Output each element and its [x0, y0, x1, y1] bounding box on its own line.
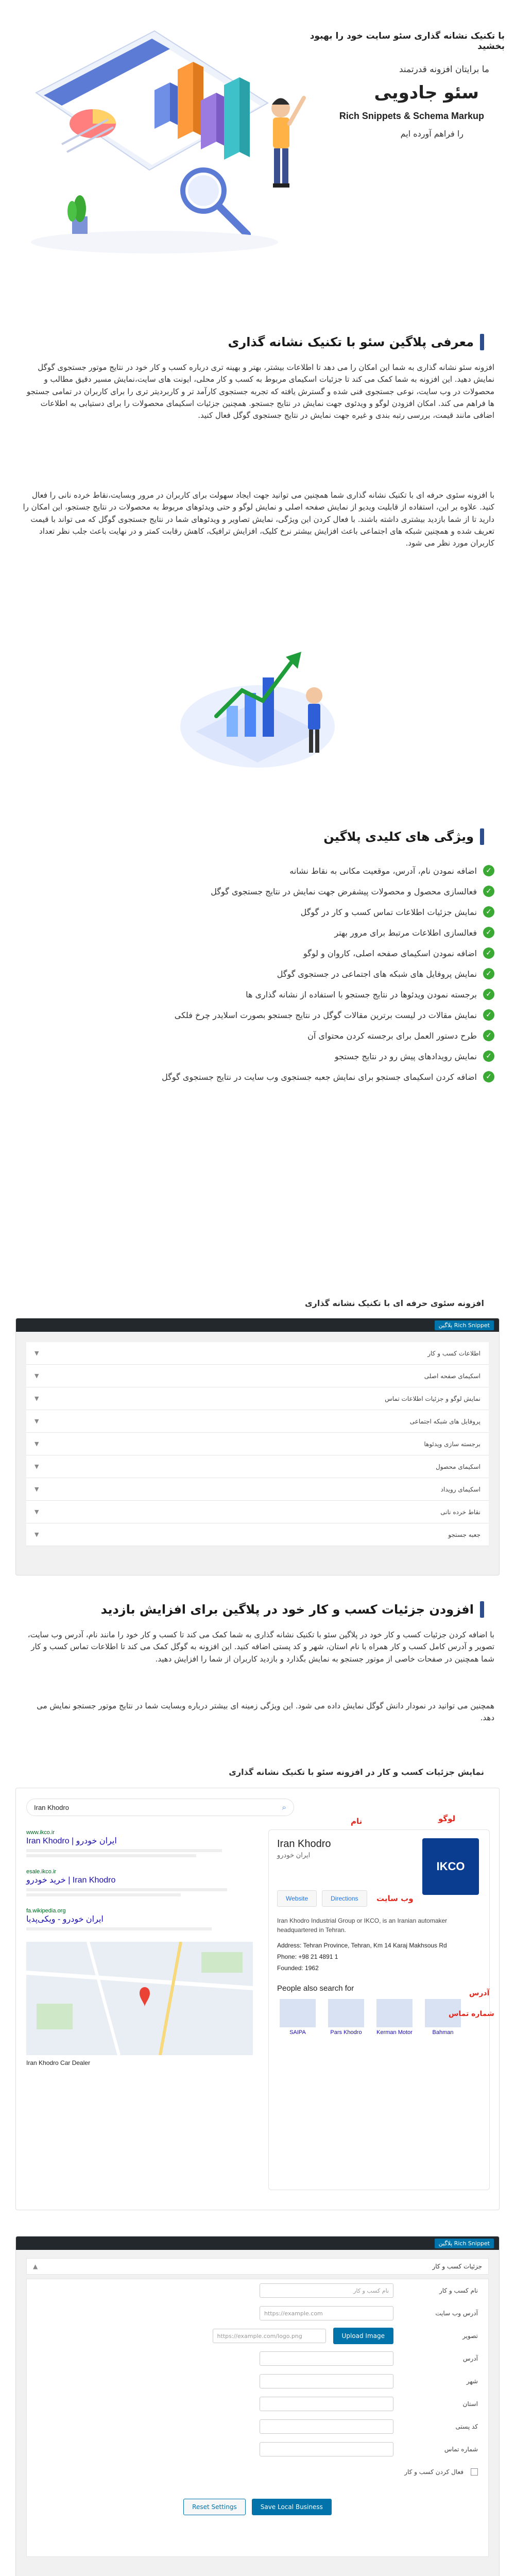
- map-widget[interactable]: [26, 1942, 253, 2055]
- website-field[interactable]: https://example.com: [260, 2306, 393, 2320]
- check-icon: ✓: [483, 968, 494, 979]
- form-row: آدرس وب سایت https://example.com: [27, 2302, 488, 2325]
- plugin-chip[interactable]: Rich Snippet پلاگین: [435, 2239, 494, 2248]
- annotation-logo: لوگو: [438, 1814, 456, 1823]
- feature-item: ✓ اضافه کردن اسکیمای جستجو برای نمایش جعبه جستجوی وب سایت در نتایج جستجوی گوگل: [21, 1066, 494, 1087]
- hero-line-2: ما برایتان افزونه قدرتمند: [399, 64, 489, 75]
- serp-section: [0, 1767, 515, 2231]
- city-field[interactable]: [260, 2374, 393, 2388]
- form-row: شهر: [27, 2370, 488, 2393]
- annotation-address: آدرس: [469, 1989, 490, 1997]
- search-query: Iran Khodro: [34, 1803, 69, 1811]
- hero-brand-en: Rich Snippets & Schema Markup: [339, 111, 484, 121]
- chevron-down-icon: ▼: [35, 1372, 39, 1379]
- company-description: Iran Khodro Industrial Group or IKCO, is an Iranian automaker headquartered in Tehran.: [277, 1917, 448, 1934]
- chevron-down-icon: ▼: [35, 1463, 39, 1470]
- annotation-website: وب سایت: [376, 1894, 414, 1903]
- form-row: کد پستی: [27, 2415, 488, 2438]
- save-business-button[interactable]: Save Local Business: [252, 2499, 332, 2515]
- features-title: ویژگی های کلیدی پلاگین: [323, 829, 474, 844]
- reset-settings-button[interactable]: Reset Settings: [183, 2499, 246, 2515]
- form-actions: [27, 2499, 488, 2515]
- feature-item: ✓ نمایش مقالات در لیست برترین مقالات گوگل در نتایج جستجو بصورت اسلایدر چرخ فلکی: [21, 1005, 494, 1025]
- accordion-row[interactable]: برجسته سازی ویدئوها ▼: [26, 1433, 489, 1455]
- chevron-down-icon: ▼: [35, 1350, 39, 1357]
- accordion-row[interactable]: جعبه جستجو ▼: [26, 1523, 489, 1546]
- search-icon[interactable]: ⌕: [282, 1803, 286, 1812]
- feature-item: ✓ نمایش جزئیات اطلاعات تماس کسب و کار در گوگل: [21, 902, 494, 922]
- check-icon: ✓: [483, 1050, 494, 1062]
- company-address: Address: Tehran Province, Tehran, Km 14 Karaj Makhsous Rd: [277, 1942, 447, 1949]
- feature-item: ✓ طرح دستور العمل برای برجسته کردن محتوای آن: [21, 1025, 494, 1046]
- postal-code-field[interactable]: [260, 2419, 393, 2434]
- directions-button[interactable]: Directions: [322, 1890, 367, 1907]
- intro-title-bar: [228, 330, 484, 354]
- accordion-row[interactable]: پروفایل های شبکه اجتماعی ▼: [26, 1410, 489, 1433]
- business-name-field[interactable]: نام کسب و کار: [260, 2283, 393, 2298]
- phone-field[interactable]: [260, 2442, 393, 2456]
- related-entity[interactable]: Pars Khodro: [325, 1999, 367, 2036]
- title-accent: [480, 334, 484, 350]
- related-entity[interactable]: Kerman Motor: [374, 1999, 415, 2036]
- form-row: [27, 2461, 488, 2483]
- check-icon: ✓: [483, 1009, 494, 1021]
- business-title-bar: [101, 1597, 484, 1622]
- accordion-row[interactable]: اطلاعات کسب و کار ▼: [26, 1342, 489, 1365]
- title-accent: [480, 828, 484, 845]
- enable-checkbox-label: فعال کردن کسب و کار: [404, 2468, 464, 2476]
- hero-section: [0, 0, 515, 309]
- people-also-title: People also search for: [277, 1984, 354, 1993]
- hero-brand: سئو جادویی: [374, 82, 479, 103]
- check-icon: ✓: [483, 947, 494, 959]
- admin-bar: [16, 2236, 499, 2250]
- company-subname: ایران خودرو: [277, 1851, 311, 1859]
- image-url-field[interactable]: https://example.com/logo.png: [213, 2329, 326, 2343]
- province-field[interactable]: [260, 2397, 393, 2411]
- feature-item: ✓ اضافه نمودن اسکیمای صفحه اصلی، کاروان و لوگو: [21, 943, 494, 963]
- accordion-row[interactable]: نقاط خرده نانی ▼: [26, 1501, 489, 1523]
- check-icon: ✓: [483, 1071, 494, 1082]
- annotation-phone: شماره تماس: [449, 2010, 494, 2018]
- upload-image-button[interactable]: Upload Image: [333, 2328, 393, 2344]
- features-title-bar: [323, 824, 484, 849]
- result-item[interactable]: esale.ikco.ir خرید خودرو | Iran Khodro: [26, 1869, 253, 1896]
- chevron-down-icon: ▼: [35, 1486, 39, 1493]
- business-settings-window: [15, 2236, 500, 2576]
- chevron-down-icon: ▼: [35, 1531, 39, 1538]
- plugin-chip[interactable]: Rich Snippet پلاگین: [435, 1320, 494, 1330]
- feature-item: ✓ نمایش پروفایل های شبکه های اجتماعی در جستجوی گوگل: [21, 963, 494, 984]
- related-entity[interactable]: SAIPA: [277, 1999, 318, 2036]
- chevron-down-icon: ▼: [35, 1418, 39, 1425]
- title-accent: [480, 1601, 484, 1618]
- serp-caption: نمایش جزئیات کسب و کار در افزونه سئو با تکنیک نشانه گذاری: [229, 1767, 484, 1777]
- serp-screenshot: [15, 1788, 500, 2210]
- form-row: شماره تماس: [27, 2438, 488, 2461]
- plugin-settings-window: [15, 1318, 500, 1575]
- hero-line-3: را فراهم آورده ایم: [400, 129, 464, 139]
- check-icon: ✓: [483, 865, 494, 876]
- check-icon: ✓: [483, 886, 494, 897]
- accordion-header[interactable]: جزئیات کسب و کار ▲: [26, 2258, 489, 2275]
- company-founded: Founded: 1962: [277, 1964, 319, 1972]
- form-row: تصویر Upload Image https://example.com/logo.png: [27, 2325, 488, 2347]
- search-bar[interactable]: [26, 1799, 294, 1816]
- form-row: آدرس: [27, 2347, 488, 2370]
- panel1-section: [0, 1298, 515, 1587]
- company-logo: IKCO: [422, 1838, 479, 1895]
- chevron-down-icon: ▼: [35, 1395, 39, 1402]
- chevron-up-icon: ▲: [33, 2263, 38, 2270]
- result-item[interactable]: fa.wikipedia.org ایران خودرو - ویکی‌پدیا: [26, 1908, 253, 1930]
- form-row: نام کسب و کار نام کسب و کار: [27, 2279, 488, 2302]
- company-phone: Phone: +98 21 4891 1: [277, 1953, 338, 1960]
- annotation-name: نام: [351, 1817, 363, 1826]
- check-icon: ✓: [483, 906, 494, 918]
- accordion-row[interactable]: اسکیمای صفحه اصلی ▼: [26, 1365, 489, 1387]
- hero-line-1: با تکنیک نشانه گذاری سئو سایت خود را بهبود بخشید: [310, 31, 505, 52]
- features-section: [0, 824, 515, 1288]
- intro-title: معرفی پلاگین سئو با تکنیک نشانه گذاری: [228, 335, 474, 349]
- related-entity[interactable]: Bahman: [422, 1999, 464, 2036]
- chevron-down-icon: ▼: [35, 1440, 39, 1447]
- form-row: استان: [27, 2393, 488, 2415]
- feature-list: [21, 860, 494, 1087]
- feature-item: ✓ فعالسازی محصول و محصولات پیشفرض جهت نمایش در نتایج جستجوی گوگل: [21, 881, 494, 902]
- feature-item: ✓ فعالسازی اطلاعات مرتبط برای مرور بهتر: [21, 922, 494, 943]
- business-title: افزودن جزئیات کسب و کار خود در پلاگین برای افزایش بازدید: [100, 1602, 474, 1617]
- intro-paragraph-2: با افزونه سئوی حرفه ای با تکنیک نشانه گذاری شما همچنین می توانید جهت ایجاد سهولت برای کاربران در مرور وبسایت،نقاط خرده نانی را فعال کنید. علاوه بر این، استفاده از قابلیت ویدیو از نمایش صفحه اصلی و نمایش لوگو و حتی ویدئوهای مربوط به محصولات در نتایج جستجو، این امکان را دارید تا از شما بازدید بیشتری داشته باشند. با فعال کردن این ویژگی، نمایش تصاویر و ویدئوهای شما در نتایج جستجوی گوگل که می تواند با قیمت تعریف شده و همچنین شبکه های اجتماعی باعث افزایش بیشتر نرخ کلیک، افزایش ترافیک، کاهش رقابت کمتر و در نهایت باعث جلب نظر تعداد کاربران مورد نظر می شود.: [23, 490, 494, 548]
- website-button[interactable]: Website: [277, 1890, 317, 1907]
- company-name: Iran Khodro: [277, 1838, 331, 1850]
- results-column: [26, 1829, 253, 2066]
- panel2-section: [0, 2236, 515, 2576]
- check-icon: ✓: [483, 989, 494, 1000]
- growth-illustration: [160, 629, 355, 778]
- feature-item: ✓ برجسته نمودن ویدئوها در نتایج جستجو با استفاده از نشانه گذاری ها: [21, 984, 494, 1005]
- chevron-down-icon: ▼: [35, 1509, 39, 1515]
- admin-bar: [16, 1318, 499, 1332]
- check-icon: ✓: [483, 1030, 494, 1041]
- address-field[interactable]: [260, 2351, 393, 2366]
- feature-item: ✓ اضافه نمودن نام، آدرس، موقعیت مکانی به نقاط نشانه: [21, 860, 494, 881]
- accordion-row[interactable]: اسکیمای محصول ▼: [26, 1455, 489, 1478]
- accordion-row[interactable]: نمایش لوگو و جزئیات اطلاعات تماس ▼: [26, 1387, 489, 1410]
- business-paragraph-1: با اضافه کردن جزئیات کسب و کار خود در پلاگین سئو با تکنیک نشانه گذاری به شما کمک می کند تا کسب و کار خود را مانند نام، آدرس وب سایت، تصویر و آدرس کامل کسب و کار همراه با نام استان، شهر و کد پستی اضافه کنید. این افزونه به گوگل کمک می کند تا اطلاعات تماس کسب و کار شما همچنین در صفحات خاصی از موتور جستجو به نمایش بگذارد و بازدید کاربران از شما را افزایش دهید.: [27, 1630, 494, 1664]
- intro-section: [0, 330, 515, 814]
- business-paragraph-2: همچنین می توانید در نمودار دانش گوگل نمایش داده می شود. این ویژگی زمینه ای بیشتر درباره وبسایت شما در نتایج موتور جستجو نمایش می دهد.: [37, 1701, 494, 1723]
- intro-paragraph-1: افزونه سئو نشانه گذاری به شما این امکان را می دهد تا اطلاعات بیشتر، بهتر و بهینه تری درباره کسب و کار خود در نتایج موتور جستجوی گوگل نمایش دهید. این افزونه به شما کمک می کند تا جزئیات اسکیمای مربوط به کسب و کار محلی، ایونت های سایت،نمایش مسیر دقیق مطالب و محصولات در وب سایت، نوعی جستجوی فنی شده و گسترش یافته که تجربه جستجوی کارآمد تر و کاربردیتر تری را برای کاربران در تمامی جستجو ها فراهم می کند. امکان افزودن لوگو و ویدئوی جهت نمایش در نتایج جستجو. همچنین جزئیات اسکیمای محصولات را برای دستیابی به اطلاعات اضافی مانند قیمت، بررسی رتبه بندی و غیره جهت نمایش در نتایج جستجوی گوگل فعال کنید.: [26, 363, 494, 420]
- check-icon: ✓: [483, 927, 494, 938]
- panel1-caption: افزونه سئوی حرفه ای با تکنیک نشانه گذاری: [304, 1298, 484, 1308]
- feature-item: ✓ نمایش رویدادهای پیش رو در نتایج جستجو: [21, 1046, 494, 1066]
- result-item[interactable]: www.ikco.ir Iran Khodro | ایران خودرو: [26, 1829, 253, 1857]
- business-form: [26, 2279, 489, 2557]
- enable-checkbox[interactable]: [471, 2468, 478, 2476]
- map-pin-label: Iran Khodro Car Dealer: [26, 2059, 91, 2066]
- accordion-row[interactable]: اسکیمای رویداد ▼: [26, 1478, 489, 1501]
